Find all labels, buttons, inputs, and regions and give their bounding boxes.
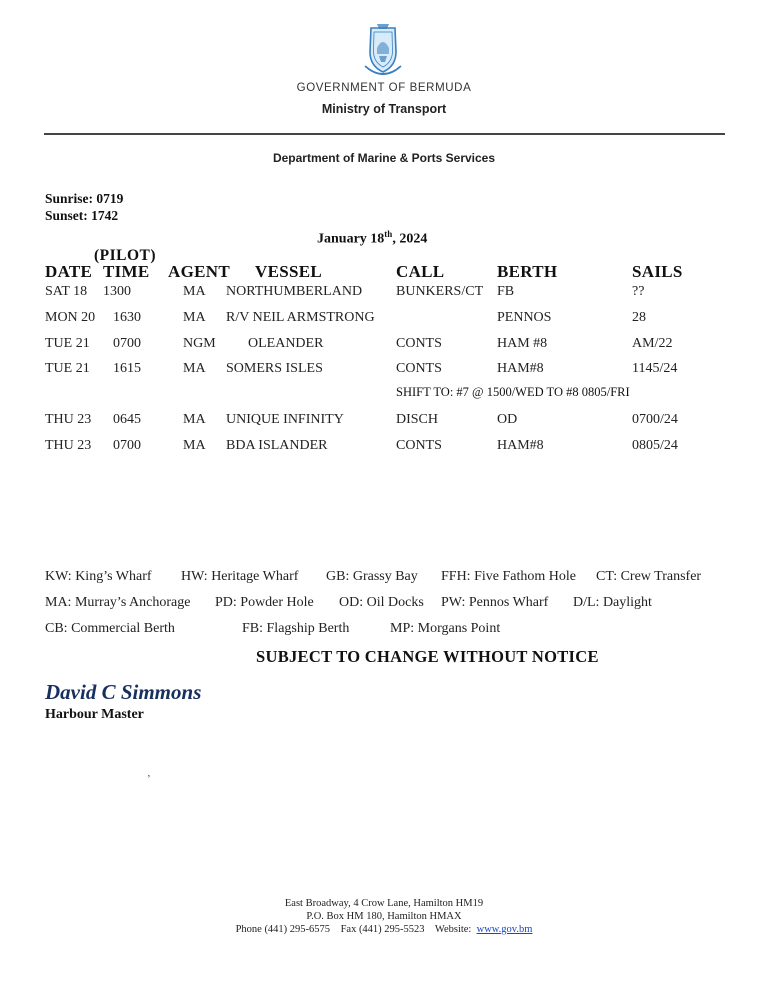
cell-date: THU 23 [45, 438, 92, 453]
cell-agent: MA [183, 310, 206, 325]
col-header-vessel: VESSEL [255, 262, 323, 281]
col-header-berth: BERTH [497, 262, 558, 281]
shift-note: SHIFT TO: #7 @ 1500/WED TO #8 0805/FRI [396, 385, 630, 399]
change-notice: SUBJECT TO CHANGE WITHOUT NOTICE [256, 647, 599, 666]
cell-date: THU 23 [45, 412, 92, 427]
legend-item: HW: Heritage Wharf [181, 569, 299, 584]
col-header-call: CALL [396, 262, 445, 281]
cell-time: 0700 [113, 438, 141, 453]
cell-call: BUNKERS/CT [396, 284, 484, 299]
cell-berth: HAM#8 [497, 361, 544, 376]
cell-berth: HAM#8 [497, 438, 544, 453]
cell-berth: FB [497, 284, 515, 299]
cell-time: 0645 [113, 412, 141, 427]
col-header-sails: SAILS [632, 262, 683, 281]
cell-agent: MA [183, 438, 206, 453]
cell-date: MON 20 [45, 310, 96, 325]
cell-vessel: UNIQUE INFINITY [226, 412, 344, 427]
department-heading: Department of Marine & Ports Services [272, 151, 496, 165]
col-header-agent: AGENT [168, 262, 230, 281]
cell-time: 1300 [103, 284, 131, 299]
cell-sails: 0700/24 [632, 412, 678, 427]
cell-vessel: R/V NEIL ARMSTRONG [226, 310, 375, 325]
cell-sails: 28 [632, 310, 646, 325]
sunset-text: Sunset: 1742 [45, 208, 119, 223]
signatory-title: Harbour Master [45, 707, 144, 722]
footer-phone: Phone (441) 295-6575 [235, 924, 331, 935]
schedule-date: January 18th, 2024 [317, 229, 428, 247]
footer-address: East Broadway, 4 Crow Lane, Hamilton HM19 [284, 898, 484, 909]
footer-fax: Fax (441) 295-5523 [340, 924, 425, 935]
cell-date: SAT 18 [45, 284, 88, 299]
col-header-date: DATE [45, 262, 93, 281]
legend-item: MP: Morgans Point [390, 621, 501, 636]
cell-sails: 0805/24 [632, 438, 678, 453]
cell-sails: ?? [632, 284, 645, 299]
footer-pobox: P.O. Box HM 180, Hamilton HMAX [306, 911, 462, 922]
cell-call: CONTS [396, 438, 442, 453]
cell-vessel: OLEANDER [248, 336, 324, 351]
cell-vessel: BDA ISLANDER [226, 438, 328, 453]
cell-agent: MA [183, 412, 206, 427]
cell-sails: 1145/24 [632, 361, 678, 376]
government-heading: GOVERNMENT OF BERMUDA [296, 82, 472, 94]
cell-agent: NGM [183, 336, 216, 351]
ministry-heading: Ministry of Transport [321, 102, 447, 116]
legend-item: MA: Murray’s Anchorage [45, 595, 191, 610]
cell-time: 0700 [113, 336, 141, 351]
cell-time: 1615 [113, 361, 141, 376]
cell-vessel: SOMERS ISLES [226, 361, 323, 376]
cell-call: CONTS [396, 336, 442, 351]
legend-item: PD: Powder Hole [215, 595, 314, 610]
cell-time: 1630 [113, 310, 141, 325]
cell-agent: MA [183, 284, 206, 299]
cell-sails: AM/22 [632, 336, 673, 351]
legend-item: KW: King’s Wharf [45, 569, 152, 584]
legend-item: OD: Oil Docks [339, 595, 424, 610]
legend-item: FB: Flagship Berth [242, 621, 350, 636]
cell-agent: MA [183, 361, 206, 376]
stray-mark: ’ [147, 773, 151, 785]
bermuda-crest-logo [363, 22, 403, 80]
cell-berth: OD [497, 412, 518, 427]
pilot-label: (PILOT) [94, 247, 157, 264]
cell-date: TUE 21 [45, 336, 90, 351]
header-divider [44, 133, 725, 135]
footer-contact [0, 924, 768, 935]
footer-website-link[interactable]: www.gov.bm [476, 924, 533, 935]
col-header-time: TIME [103, 262, 150, 281]
legend-item: FFH: Five Fathom Hole [441, 569, 576, 584]
signature: David C Simmons [45, 680, 202, 704]
cell-call: DISCH [396, 412, 439, 427]
cell-call: CONTS [396, 361, 442, 376]
legend-item: GB: Grassy Bay [326, 569, 418, 584]
legend-item: CB: Commercial Berth [45, 621, 175, 636]
cell-date: TUE 21 [45, 361, 90, 376]
sunrise-text: Sunrise: 0719 [45, 191, 124, 206]
cell-berth: PENNOS [497, 310, 552, 325]
cell-vessel: NORTHUMBERLAND [226, 284, 363, 299]
cell-berth: HAM #8 [497, 336, 548, 351]
legend-item: D/L: Daylight [573, 595, 652, 610]
legend-item: CT: Crew Transfer [596, 569, 702, 584]
legend-item: PW: Pennos Wharf [441, 595, 549, 610]
footer-website-label: Website: [434, 924, 472, 935]
